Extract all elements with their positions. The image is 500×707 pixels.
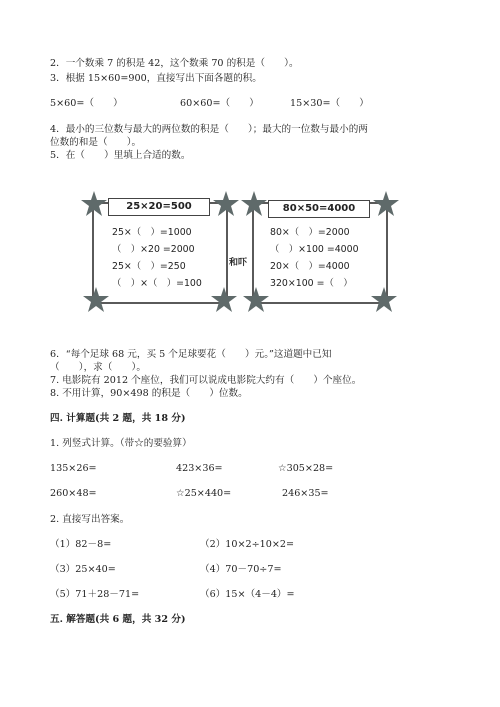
question-8: 8. 不用计算，90×498 的积是（ ）位数。 (50, 388, 248, 399)
direct-answer-item: （4）70－70÷7= (200, 564, 282, 575)
direct-answer-item: （5）71＋28－71= (50, 589, 140, 600)
section-4-heading: 四. 计算题(共 2 题，共 18 分) (50, 413, 186, 424)
star-decoration-icon (242, 286, 270, 314)
question-4-2: 2. 直接写出答案。 (50, 514, 130, 525)
vertical-calc-item: 135×26= (50, 463, 97, 474)
star-decoration-icon (372, 190, 400, 218)
question-6-line-2: （ ），求（ ）。 (50, 362, 146, 373)
vertical-calc-item: ☆25×440= (176, 488, 232, 499)
left-frame-row: （ ）×（ ）=100 (112, 278, 202, 289)
question-3: 3．根据 15×60=900，直接写出下面各题的积。 (50, 73, 262, 84)
direct-answer-item: （2）10×2÷10×2= (200, 539, 295, 550)
vertical-calc-item: 423×36= (176, 463, 223, 474)
right-frame-row: 20×（ ）=4000 (270, 261, 350, 272)
right-frame-row: 320×100 =（ ） (270, 278, 353, 289)
question-5: 5．在（ ）里填上合适的数。 (50, 150, 191, 161)
direct-answer-item: （1）82－8= (50, 539, 112, 550)
question-4-line-2: 位数的和是（ ）。 (50, 137, 142, 148)
vertical-calc-item: ☆305×28= (278, 463, 334, 474)
left-frame-row: 25×（ ）=250 (112, 261, 186, 272)
star-decoration-icon (240, 190, 268, 218)
question-4-1: 1. 列竖式计算。（带☆的要验算） (50, 438, 192, 449)
star-decoration-icon (212, 190, 240, 218)
right-frame-banner: 80×50=4000 (268, 200, 370, 218)
star-decoration-icon (210, 286, 238, 314)
direct-answer-item: （3）25×40= (50, 564, 116, 575)
q3-item-2: 60×60=（ ） (180, 98, 259, 109)
q3-item-3: 15×30=（ ） (290, 98, 369, 109)
right-frame-row: （ ）×100 =4000 (270, 244, 359, 255)
right-frame-row: 80×（ ）=2000 (270, 227, 350, 238)
direct-answer-item: （6）15×（4－4）= (200, 589, 295, 600)
vertical-calc-item: 246×35= (282, 488, 329, 499)
middle-label: 和吓 (229, 258, 248, 268)
star-decoration-icon (82, 286, 110, 314)
star-decoration-icon (370, 286, 398, 314)
vertical-calc-item: 260×48= (50, 488, 97, 499)
left-frame-banner: 25×20=500 (108, 198, 210, 216)
question-7: 7. 电影院有 2012 个座位，我们可以说成电影院大约有（ ）个座位。 (50, 375, 362, 386)
question-6-line-1: 6．“每个足球 68 元，买 5 个足球要花（ ）元。”这道题中已知 (50, 349, 332, 360)
section-5-heading: 五. 解答题(共 6 题，共 32 分) (50, 614, 186, 625)
question-4-line-1: 4．最小的三位数与最大的两位数的积是（ ）；最大的一位数与最小的两 (50, 124, 368, 135)
question-2: 2．一个数乘 7 的积是 42，这个数乘 70 的积是（ ）。 (50, 58, 299, 69)
left-frame-figure (80, 190, 240, 318)
left-frame-row: （ ）×20 =2000 (112, 244, 195, 255)
left-frame-row: 25×（ ）=1000 (112, 227, 192, 238)
right-frame-figure (240, 190, 400, 318)
star-decoration-icon (80, 190, 108, 218)
q3-item-1: 5×60=（ ） (50, 98, 123, 109)
